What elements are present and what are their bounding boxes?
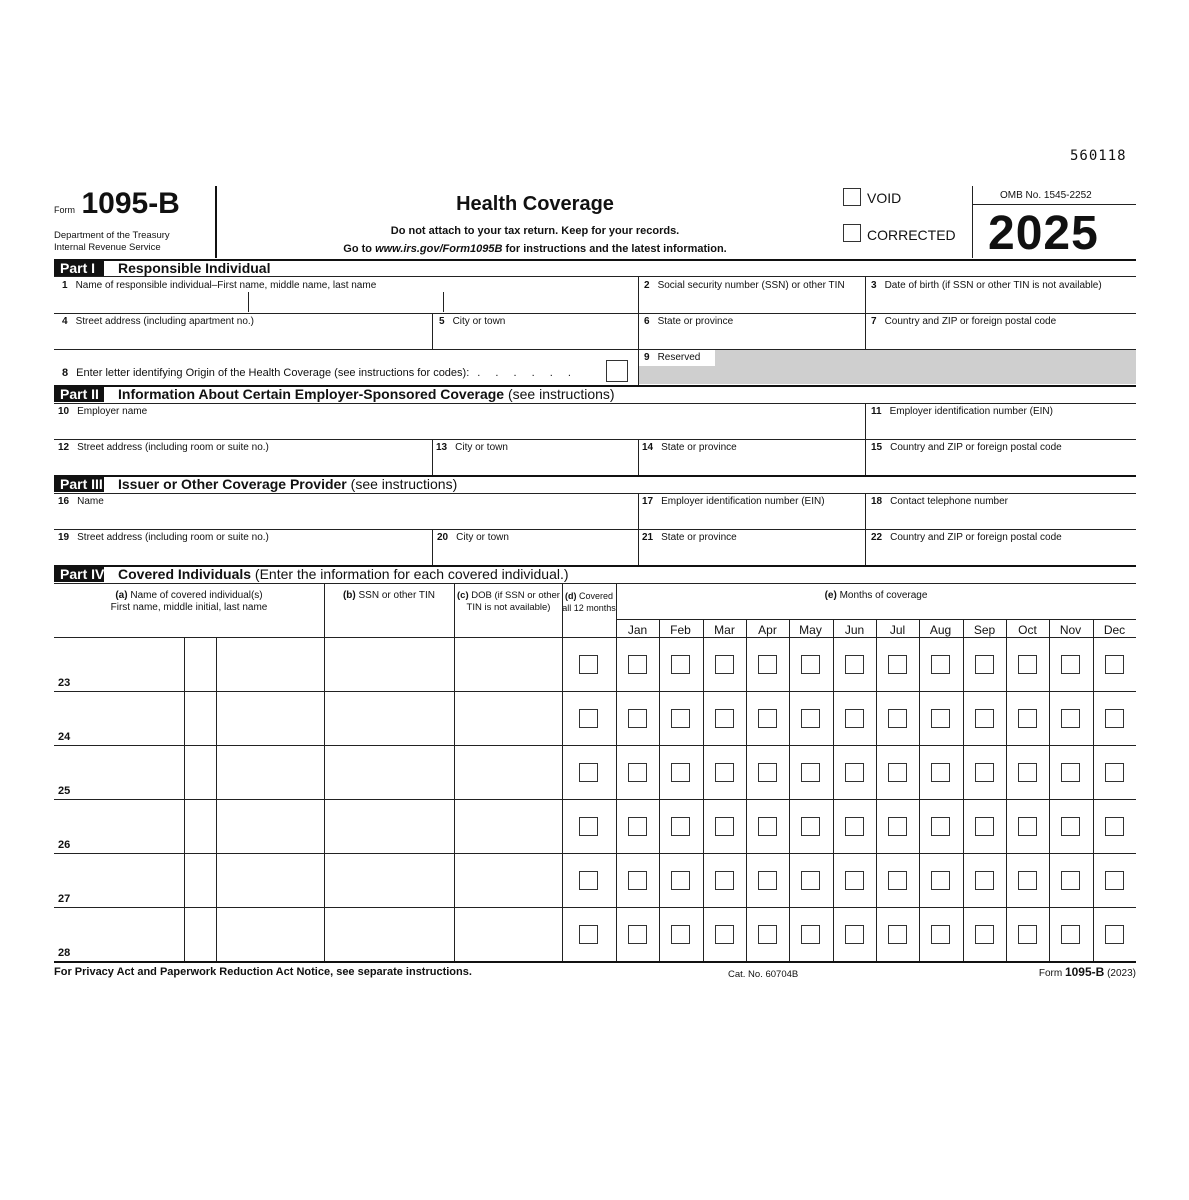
month-divider-nov xyxy=(1049,619,1050,961)
row-24-all-12-months-checkbox[interactable] xyxy=(579,709,598,728)
row-23-month-feb-checkbox[interactable] xyxy=(671,655,690,674)
form-word: Form xyxy=(54,205,75,215)
part3-note: (see instructions) xyxy=(346,476,458,492)
month-divider-feb xyxy=(659,619,660,961)
field-16-label: 16 Name xyxy=(58,496,104,507)
col-divider-c-d xyxy=(562,583,563,961)
row-28-month-dec-checkbox[interactable] xyxy=(1105,925,1124,944)
header-divider-left xyxy=(215,186,217,258)
row-26-month-apr-checkbox[interactable] xyxy=(758,817,777,836)
part4-header xyxy=(54,566,569,582)
row-24-month-apr-checkbox[interactable] xyxy=(758,709,777,728)
row-27-month-sep-checkbox[interactable] xyxy=(975,871,994,890)
row-28-month-mar-checkbox[interactable] xyxy=(715,925,734,944)
part1-header-rule xyxy=(54,276,1136,277)
divider-col-638-p3a xyxy=(638,493,639,529)
goto-suffix: for instructions and the latest information. xyxy=(502,243,727,255)
form-number: 1095-B xyxy=(81,187,180,220)
row-27-month-nov-checkbox[interactable] xyxy=(1061,871,1080,890)
month-header-may: May xyxy=(799,623,822,637)
row-23-month-jun-checkbox[interactable] xyxy=(845,655,864,674)
field-17-label: 17 Employer identification number (EIN) xyxy=(642,496,825,507)
field-11-label: 11 Employer identification number (EIN) xyxy=(871,406,1053,417)
field-15-label: 15 Country and ZIP or foreign postal code xyxy=(871,442,1062,453)
row-28-month-jan-checkbox[interactable] xyxy=(628,925,647,944)
row-25-month-may-checkbox[interactable] xyxy=(801,763,820,782)
void-checkbox[interactable] xyxy=(843,188,861,206)
row-25-month-jul-checkbox[interactable] xyxy=(888,763,907,782)
part2-row1-rule xyxy=(54,439,1136,440)
row-26-all-12-months-checkbox[interactable] xyxy=(579,817,598,836)
row-25-month-dec-checkbox[interactable] xyxy=(1105,763,1124,782)
field-1-label: 1 Name of responsible individual–First name, middle name, last name xyxy=(62,280,377,291)
row-26-month-jan-checkbox[interactable] xyxy=(628,817,647,836)
row-27-month-mar-checkbox[interactable] xyxy=(715,871,734,890)
corrected-label: CORRECTED xyxy=(867,227,956,243)
month-divider-dec xyxy=(1093,619,1094,961)
row-24-month-jun-checkbox[interactable] xyxy=(845,709,864,728)
part4-header-rule xyxy=(54,583,1136,584)
month-divider-aug xyxy=(919,619,920,961)
part1-title: Responsible Individual xyxy=(118,260,271,276)
row-26-month-nov-checkbox[interactable] xyxy=(1061,817,1080,836)
row-26-month-jul-checkbox[interactable] xyxy=(888,817,907,836)
row-23-month-aug-checkbox[interactable] xyxy=(931,655,950,674)
field-2-label: 2 Social security number (SSN) or other TIN xyxy=(644,280,845,291)
divider-col-865-p2b xyxy=(865,439,866,475)
row-23-month-mar-checkbox[interactable] xyxy=(715,655,734,674)
header-divider-right xyxy=(972,186,973,258)
header-notice: Do not attach to your tax return. Keep for your records. xyxy=(390,225,680,237)
col-divider-b-c xyxy=(454,583,455,961)
part4-note: (Enter the information for each covered individual.) xyxy=(251,566,569,582)
part1-row1-rule xyxy=(54,313,1136,314)
row-number-25: 25 xyxy=(58,785,71,797)
month-divider-mar xyxy=(703,619,704,961)
row-25-all-12-months-checkbox[interactable] xyxy=(579,763,598,782)
divider-col-432-p3 xyxy=(432,529,433,565)
row-28-month-aug-checkbox[interactable] xyxy=(931,925,950,944)
field-6-label: 6 State or province xyxy=(644,316,734,327)
month-divider-jun xyxy=(833,619,834,961)
row-25-month-sep-checkbox[interactable] xyxy=(975,763,994,782)
divider-col-865-p3b xyxy=(865,529,866,565)
tax-year: 2025 xyxy=(988,207,1099,260)
divider-col-638-p2 xyxy=(638,439,639,475)
row-rule-26 xyxy=(54,799,1136,800)
field-22-label: 22 Country and ZIP or foreign postal code xyxy=(871,532,1062,543)
row-27-all-12-months-checkbox[interactable] xyxy=(579,871,598,890)
footer-rule xyxy=(54,961,1136,963)
row-26-month-may-checkbox[interactable] xyxy=(801,817,820,836)
row-26-month-oct-checkbox[interactable] xyxy=(1018,817,1037,836)
row-28-month-sep-checkbox[interactable] xyxy=(975,925,994,944)
field-5-label: 5 City or town xyxy=(439,316,506,327)
row-23-month-jul-checkbox[interactable] xyxy=(888,655,907,674)
divider-col-432-p1 xyxy=(432,313,433,349)
goto-prefix: Go to xyxy=(343,243,376,255)
row-25-month-aug-checkbox[interactable] xyxy=(931,763,950,782)
row-number-24: 24 xyxy=(58,731,71,743)
row-26-month-jun-checkbox[interactable] xyxy=(845,817,864,836)
form-title: Health Coverage xyxy=(456,193,614,215)
month-divider-apr xyxy=(746,619,747,961)
row-28-month-apr-checkbox[interactable] xyxy=(758,925,777,944)
row-27-month-jul-checkbox[interactable] xyxy=(888,871,907,890)
row-28-month-oct-checkbox[interactable] xyxy=(1018,925,1037,944)
month-header-nov: Nov xyxy=(1059,623,1082,637)
part2-note: (see instructions) xyxy=(504,386,615,402)
part1-header xyxy=(54,260,270,276)
field-1-tick-b xyxy=(443,292,444,312)
row-28-month-jun-checkbox[interactable] xyxy=(845,925,864,944)
col-a-header: (a) Name of covered individual(s) First name, middle initial, last name xyxy=(110,590,268,613)
part4-tag: Part IV xyxy=(54,566,104,582)
row-rule-24 xyxy=(54,691,1136,692)
goto-url[interactable]: www.irs.gov/Form1095B xyxy=(375,243,503,255)
field-8-origin-box[interactable] xyxy=(606,360,628,382)
row-25-month-oct-checkbox[interactable] xyxy=(1018,763,1037,782)
row-rule-27 xyxy=(54,853,1136,854)
part3-header xyxy=(54,476,457,492)
row-25-month-mar-checkbox[interactable] xyxy=(715,763,734,782)
row-24-month-sep-checkbox[interactable] xyxy=(975,709,994,728)
privacy-notice: For Privacy Act and Paperwork Reduction Act Notice, see separate instructions. xyxy=(54,966,472,978)
divider-col-432-p2 xyxy=(432,439,433,475)
row-23-all-12-months-checkbox[interactable] xyxy=(579,655,598,674)
row-27-month-aug-checkbox[interactable] xyxy=(931,871,950,890)
cat-number: Cat. No. 60704B xyxy=(728,969,799,980)
part3-header-rule xyxy=(54,493,1136,494)
row-26-month-mar-checkbox[interactable] xyxy=(715,817,734,836)
row-number-23: 23 xyxy=(58,677,71,689)
row-24-month-may-checkbox[interactable] xyxy=(801,709,820,728)
part2-header xyxy=(54,386,615,402)
omb-underline xyxy=(972,204,1136,205)
month-header-jun: Jun xyxy=(844,623,865,637)
part2-tag: Part II xyxy=(54,386,104,402)
row-25-month-jan-checkbox[interactable] xyxy=(628,763,647,782)
row-24-month-aug-checkbox[interactable] xyxy=(931,709,950,728)
row-27-month-apr-checkbox[interactable] xyxy=(758,871,777,890)
field-9-reserved-shade xyxy=(715,350,1136,384)
month-header-sep: Sep xyxy=(973,623,996,637)
row-27-month-may-checkbox[interactable] xyxy=(801,871,820,890)
col-divider-d-e xyxy=(616,583,617,961)
row-23-month-nov-checkbox[interactable] xyxy=(1061,655,1080,674)
row-25-month-feb-checkbox[interactable] xyxy=(671,763,690,782)
field-18-label: 18 Contact telephone number xyxy=(871,496,1008,507)
divider-col-865-p2a xyxy=(865,403,866,439)
field-1-tick-a xyxy=(248,292,249,312)
row-28-all-12-months-checkbox[interactable] xyxy=(579,925,598,944)
month-header-mar: Mar xyxy=(714,623,735,637)
part3-tag: Part III xyxy=(54,476,104,492)
row-28-month-feb-checkbox[interactable] xyxy=(671,925,690,944)
month-header-dec: Dec xyxy=(1103,623,1126,637)
field-10-label: 10 Employer name xyxy=(58,406,148,417)
row-23-month-sep-checkbox[interactable] xyxy=(975,655,994,674)
month-divider-jul xyxy=(876,619,877,961)
field-21-label: 21 State or province xyxy=(642,532,737,543)
col-b-header: (b) SSN or other TIN xyxy=(342,590,436,601)
footer-form-id: Form 1095-B (2023) xyxy=(1038,965,1136,979)
header-goto xyxy=(260,243,810,255)
col-divider-a-b xyxy=(324,583,325,961)
row-27-month-feb-checkbox[interactable] xyxy=(671,871,690,890)
row-27-month-jan-checkbox[interactable] xyxy=(628,871,647,890)
row-24-month-dec-checkbox[interactable] xyxy=(1105,709,1124,728)
row-27-month-dec-checkbox[interactable] xyxy=(1105,871,1124,890)
row-28-month-may-checkbox[interactable] xyxy=(801,925,820,944)
month-header-jan: Jan xyxy=(627,623,648,637)
row-rule-25 xyxy=(54,745,1136,746)
row-23-month-jan-checkbox[interactable] xyxy=(628,655,647,674)
field-8-label: 8 Enter letter identifying Origin of the Health Coverage (see instructions for codes): . . . . . . xyxy=(62,367,577,379)
row-26-month-feb-checkbox[interactable] xyxy=(671,817,690,836)
row-number-27: 27 xyxy=(58,893,71,905)
omb-number: OMB No. 1545-2252 xyxy=(1000,190,1092,201)
serial-number: 560118 xyxy=(1070,148,1127,164)
divider-col-865-p3a xyxy=(865,493,866,529)
row-number-28: 28 xyxy=(58,947,71,959)
part3-title: Issuer or Other Coverage Provider xyxy=(118,476,347,492)
field-13-label: 13 City or town xyxy=(436,442,508,453)
row-25-month-apr-checkbox[interactable] xyxy=(758,763,777,782)
row-24-month-mar-checkbox[interactable] xyxy=(715,709,734,728)
part4-title: Covered Individuals xyxy=(118,566,252,582)
field-12-label: 12 Street address (including room or suite no.) xyxy=(58,442,269,453)
row-23-month-may-checkbox[interactable] xyxy=(801,655,820,674)
row-26-month-sep-checkbox[interactable] xyxy=(975,817,994,836)
row-28-month-nov-checkbox[interactable] xyxy=(1061,925,1080,944)
corrected-checkbox[interactable] xyxy=(843,224,861,242)
department-name: Department of the Treasury xyxy=(54,230,170,241)
field-7-label: 7 Country and ZIP or foreign postal code xyxy=(871,316,1057,327)
month-header-apr: Apr xyxy=(758,623,777,637)
field-14-label: 14 State or province xyxy=(642,442,737,453)
col-d-header: (d) Covered all 12 months xyxy=(562,591,616,613)
month-divider-may xyxy=(789,619,790,961)
col-e-header: (e) Months of coverage xyxy=(824,590,928,601)
row-24-month-nov-checkbox[interactable] xyxy=(1061,709,1080,728)
field-9-reserved-shade-lower xyxy=(639,366,716,384)
part2-header-rule xyxy=(54,403,1136,404)
row-27-month-oct-checkbox[interactable] xyxy=(1018,871,1037,890)
row-25-month-jun-checkbox[interactable] xyxy=(845,763,864,782)
row-24-month-jul-checkbox[interactable] xyxy=(888,709,907,728)
field-9-label: 9 Reserved xyxy=(644,352,701,363)
col-c-header: (c) DOB (if SSN or other TIN is not available) xyxy=(457,590,560,613)
part2-title: Information About Certain Employer-Sponsored Coverage xyxy=(118,386,505,402)
field-3-label: 3 Date of birth (if SSN or other TIN is not available) xyxy=(871,280,1102,291)
month-divider-oct xyxy=(1006,619,1007,961)
field-4-label: 4 Street address (including apartment no.) xyxy=(62,316,254,327)
row-24-month-feb-checkbox[interactable] xyxy=(671,709,690,728)
month-divider-sep xyxy=(963,619,964,961)
row-27-month-jun-checkbox[interactable] xyxy=(845,871,864,890)
row-26-month-aug-checkbox[interactable] xyxy=(931,817,950,836)
row-23-month-oct-checkbox[interactable] xyxy=(1018,655,1037,674)
part3-row1-rule xyxy=(54,529,1136,530)
row-23-month-dec-checkbox[interactable] xyxy=(1105,655,1124,674)
divider-col-638-p3b xyxy=(638,529,639,565)
row-number-26: 26 xyxy=(58,839,71,851)
row-rule-28 xyxy=(54,907,1136,908)
row-28-month-jul-checkbox[interactable] xyxy=(888,925,907,944)
month-header-jul: Jul xyxy=(889,623,906,637)
row-24-month-oct-checkbox[interactable] xyxy=(1018,709,1037,728)
form-id xyxy=(54,187,180,221)
month-header-aug: Aug xyxy=(929,623,952,637)
row-25-month-nov-checkbox[interactable] xyxy=(1061,763,1080,782)
irs-name: Internal Revenue Service xyxy=(54,242,161,253)
row-26-month-dec-checkbox[interactable] xyxy=(1105,817,1124,836)
field-20-label: 20 City or town xyxy=(437,532,509,543)
row-24-month-jan-checkbox[interactable] xyxy=(628,709,647,728)
field-19-label: 19 Street address (including room or suite no.) xyxy=(58,532,269,543)
void-label: VOID xyxy=(867,190,902,206)
month-header-oct: Oct xyxy=(1018,623,1037,637)
part1-tag: Part I xyxy=(54,260,104,276)
row-23-month-apr-checkbox[interactable] xyxy=(758,655,777,674)
month-header-feb: Feb xyxy=(670,623,691,637)
